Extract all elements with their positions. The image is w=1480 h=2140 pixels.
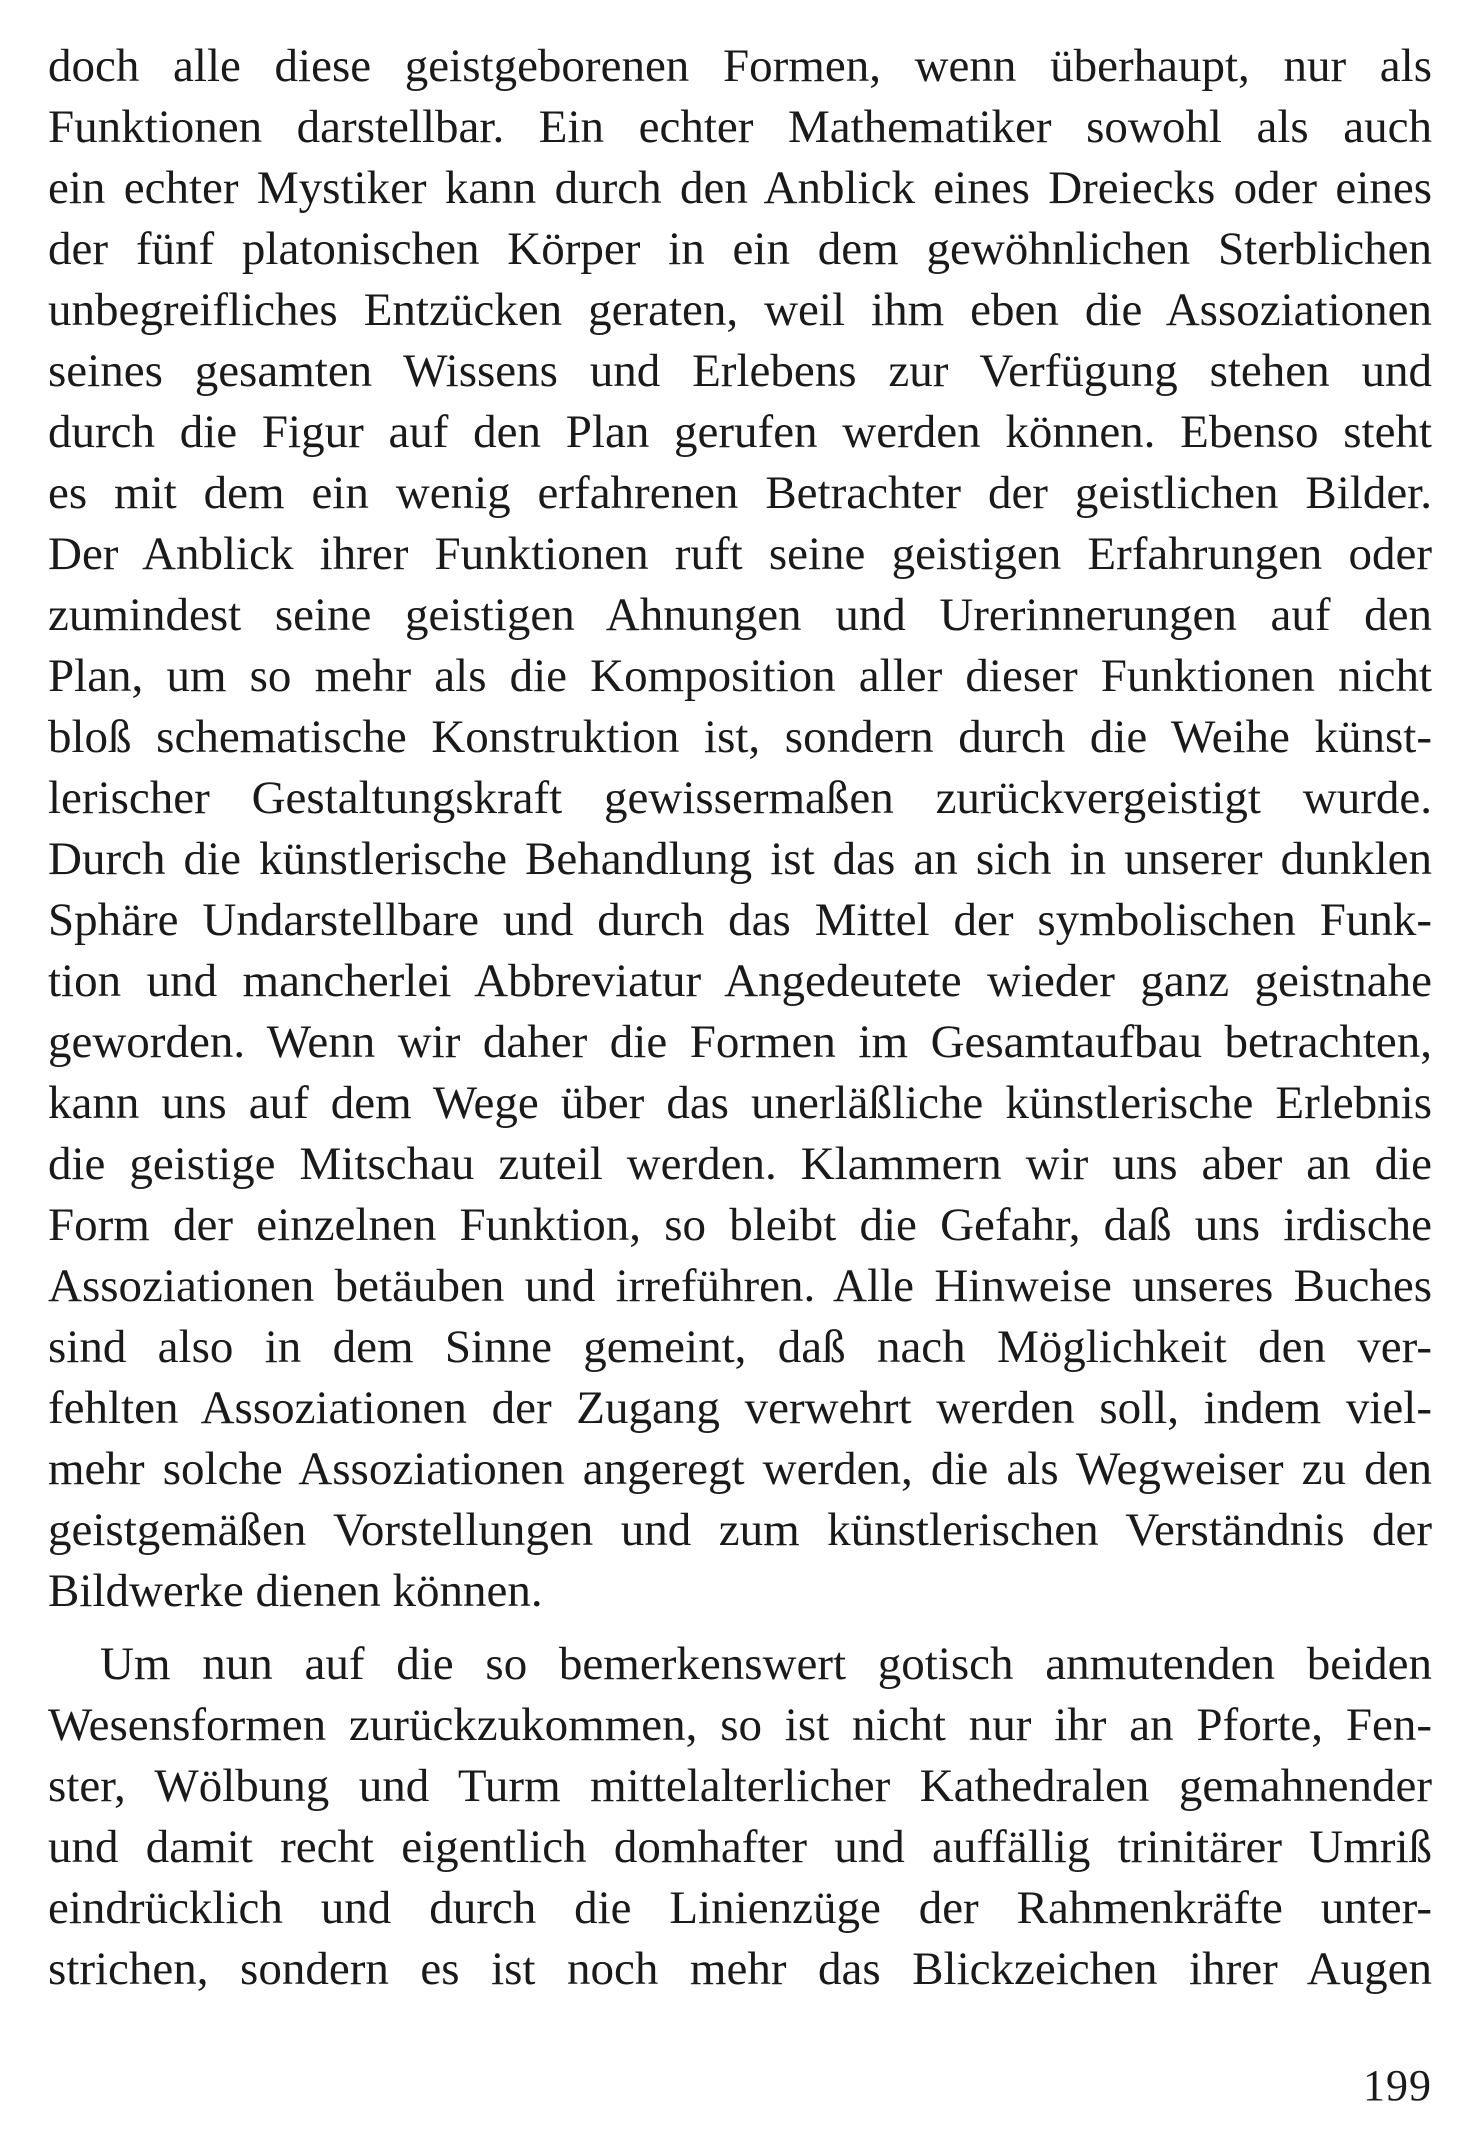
text-line: doch alle diese geistgeborenen Formen, wenn überhaupt, nur als — [48, 40, 1432, 92]
text-line: unbegreifliches Entzücken geraten, weil ihm eben die Assoziationen — [48, 284, 1432, 336]
body-text — [48, 36, 1432, 2000]
page-number: 199 — [1363, 2061, 1432, 2110]
text-line: geistgemäßen Vorstellungen und zum künstlerischen Verständnis der — [48, 1504, 1432, 1556]
text-line: Der Anblick ihrer Funktionen ruft seine geistigen Erfahrungen oder — [48, 528, 1432, 580]
text-line: Plan, um so mehr als die Komposition aller dieser Funktionen nicht — [48, 650, 1432, 702]
text-line: kann uns auf dem Wege über das unerläßliche künstlerische Erlebnis — [48, 1077, 1432, 1129]
text-line: eindrücklich und durch die Linienzüge der Rahmenkräfte unter- — [48, 1882, 1432, 1934]
text-line: Funktionen darstellbar. Ein echter Mathematiker sowohl als auch — [48, 101, 1432, 153]
text-line: tion und mancherlei Abbreviatur Angedeutete wieder ganz geistnahe — [48, 955, 1432, 1007]
text-line: zumindest seine geistigen Ahnungen und Urerinnerungen auf den — [48, 589, 1432, 641]
text-line: durch die Figur auf den Plan gerufen werden können. Ebenso steht — [48, 406, 1432, 458]
text-line: Assoziationen betäuben und irreführen. Alle Hinweise unseres Buches — [48, 1260, 1432, 1312]
text-line: Um nun auf die so bemerkenswert gotisch anmutenden beiden — [100, 1638, 1432, 1690]
text-line: seines gesamten Wissens und Erlebens zur Verfügung stehen und — [48, 345, 1432, 397]
text-line: geworden. Wenn wir daher die Formen im Gesamtaufbau betrachten, — [48, 1016, 1432, 1068]
text-line: bloß schematische Konstruktion ist, sondern durch die Weihe künst- — [48, 711, 1432, 763]
text-line: mehr solche Assoziationen angeregt werden, die als Wegweiser zu den — [48, 1443, 1432, 1495]
text-line: die geistige Mitschau zuteil werden. Klammern wir uns aber an die — [48, 1138, 1432, 1190]
text-line: Bildwerke dienen können. — [48, 1565, 543, 1617]
text-line: und damit recht eigentlich domhafter und auffällig trinitärer Umriß — [48, 1821, 1432, 1873]
text-line: lerischer Gestaltungskraft gewissermaßen zurückvergeistigt wurde. — [48, 772, 1432, 824]
text-line: Form der einzelnen Funktion, so bleibt die Gefahr, daß uns irdische — [48, 1199, 1432, 1251]
text-line: Durch die künstlerische Behandlung ist das an sich in unserer dunklen — [48, 833, 1432, 885]
text-line: ster, Wölbung und Turm mittelalterlicher Kathedralen gemahnender — [48, 1760, 1432, 1812]
paragraph-break — [48, 1622, 1432, 1634]
text-line: ein echter Mystiker kann durch den Anblick eines Dreiecks oder eines — [48, 162, 1432, 214]
text-line: fehlten Assoziationen der Zugang verwehrt werden soll, indem viel- — [48, 1382, 1432, 1434]
text-line: Sphäre Undarstellbare und durch das Mittel der symbolischen Funk- — [48, 894, 1432, 946]
text-line: strichen, sondern es ist noch mehr das Blickzeichen ihrer Augen — [48, 1943, 1432, 1995]
text-line: Wesensformen zurückzukommen, so ist nicht nur ihr an Pforte, Fen- — [48, 1699, 1432, 1751]
text-line: es mit dem ein wenig erfahrenen Betrachter der geistlichen Bilder. — [48, 467, 1432, 519]
text-line: der fünf platonischen Körper in ein dem gewöhnlichen Sterblichen — [48, 223, 1432, 275]
text-line: sind also in dem Sinne gemeint, daß nach Möglichkeit den ver- — [48, 1321, 1432, 1373]
